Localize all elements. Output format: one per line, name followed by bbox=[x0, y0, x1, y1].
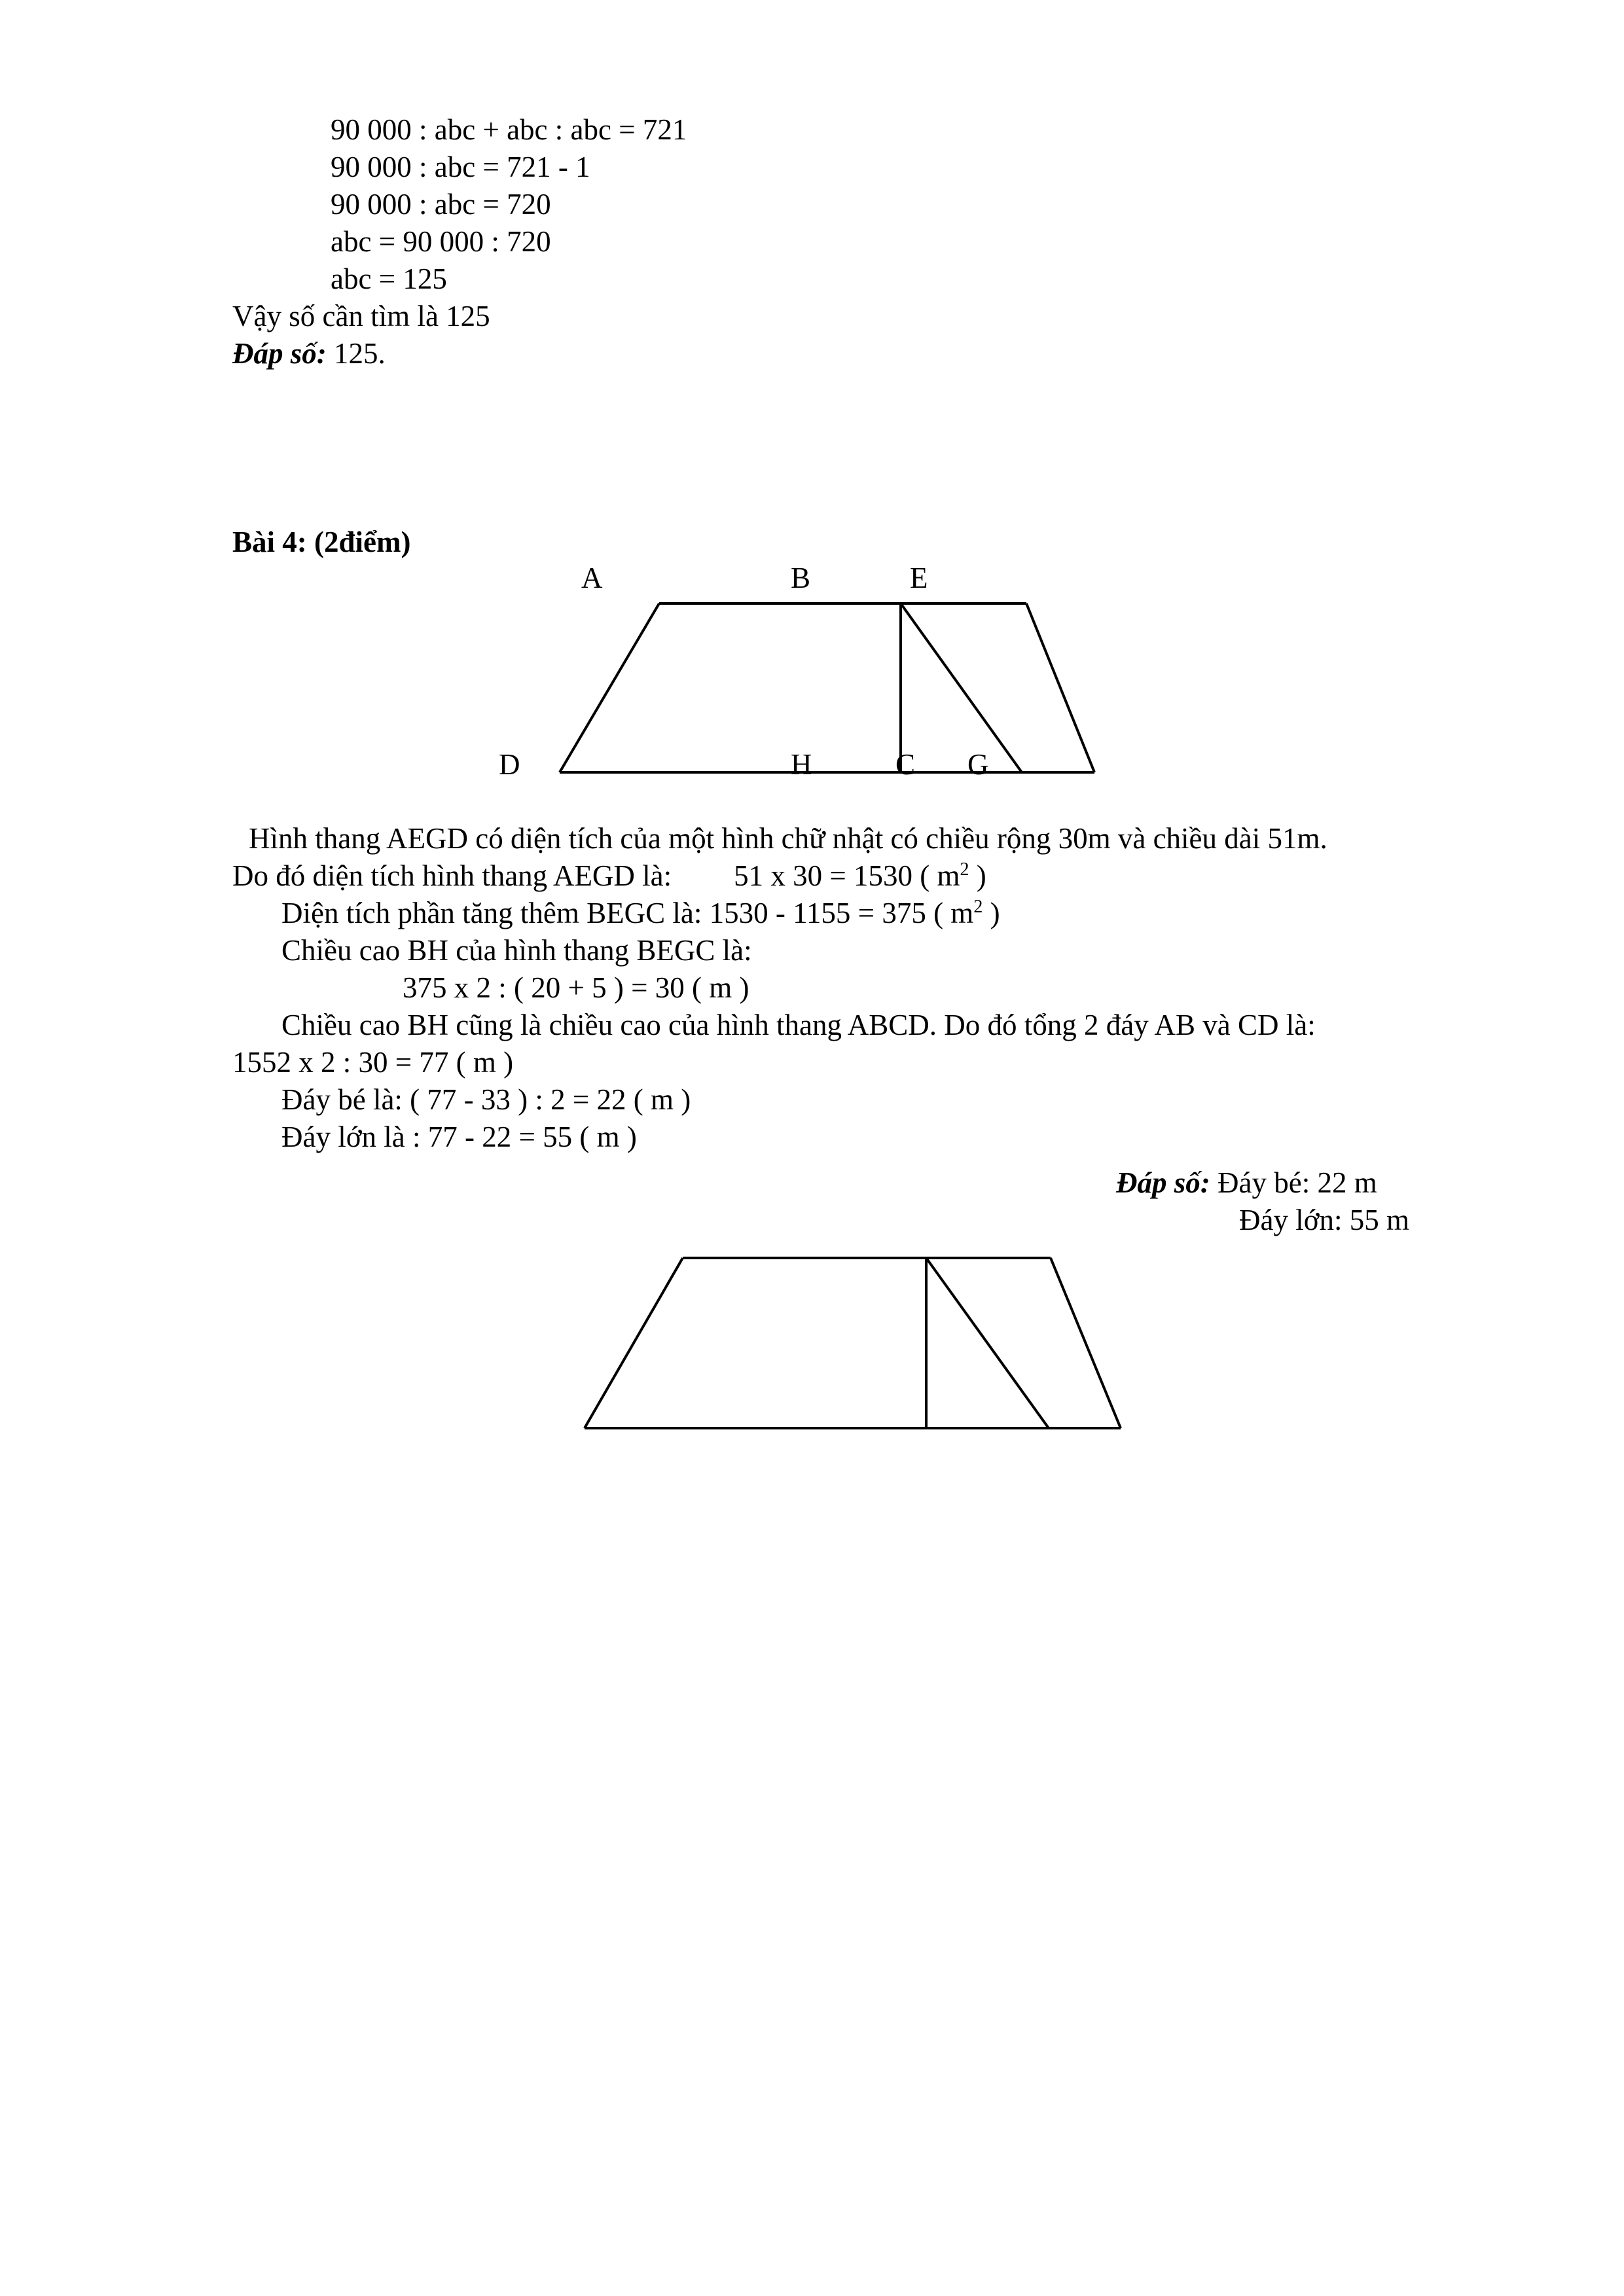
solution-line-5: 375 x 2 : ( 20 + 5 ) = 30 ( m ) bbox=[403, 971, 749, 1004]
problem-title: Bài 4: (2điểm) bbox=[232, 526, 411, 558]
solution-line-4: Chiều cao BH của hình thang BEGC là: bbox=[281, 934, 752, 967]
final-answer-line-2: Đáy lớn: 55 m bbox=[1239, 1204, 1410, 1236]
right-edge-2 bbox=[1051, 1258, 1121, 1428]
step-4: abc = 90 000 : 720 bbox=[331, 225, 551, 258]
solution-line-8: Đáy bé là: ( 77 - 33 ) : 2 = 22 ( m ) bbox=[281, 1083, 691, 1116]
step-2: 90 000 : abc = 721 - 1 bbox=[331, 151, 590, 183]
right-edge bbox=[1026, 603, 1094, 772]
diagonal-line bbox=[901, 603, 1022, 772]
step-1: 90 000 : abc + abc : abc = 721 bbox=[331, 113, 687, 146]
trapezoid-figure-plain bbox=[585, 1258, 1121, 1428]
left-edge-2 bbox=[585, 1258, 683, 1428]
label-G: G bbox=[967, 748, 989, 781]
label-A: A bbox=[581, 562, 603, 594]
solution-line-1: Hình thang AEGD có diện tích của một hình chữ nhật có chiều rộng 30m và chiều dài 51m. bbox=[249, 822, 1327, 855]
trapezoid-figure-labeled bbox=[560, 603, 1094, 772]
diagonal-line-2 bbox=[926, 1258, 1049, 1428]
close-paren-2: ) bbox=[983, 897, 1000, 929]
superscript-2: 2 bbox=[960, 859, 969, 880]
superscript-2b: 2 bbox=[973, 897, 983, 917]
label-B: B bbox=[791, 562, 811, 594]
label-H: H bbox=[791, 748, 812, 781]
solution-line-7: 1552 x 2 : 30 = 77 ( m ) bbox=[232, 1046, 514, 1079]
final-answer-line-1 bbox=[1116, 1164, 1377, 1201]
label-E: E bbox=[910, 562, 928, 594]
label-D: D bbox=[499, 748, 520, 781]
answer-value: 125. bbox=[326, 337, 386, 370]
close-paren: ) bbox=[969, 859, 986, 892]
step-3: 90 000 : abc = 720 bbox=[331, 188, 551, 221]
final-answer-small-base: Đáy bé: 22 m bbox=[1210, 1166, 1377, 1199]
solution-line-9: Đáy lớn là : 77 - 22 = 55 ( m ) bbox=[281, 1121, 637, 1153]
answer-label: Đáp số: bbox=[232, 337, 327, 370]
step-5: abc = 125 bbox=[331, 262, 447, 295]
conclusion: Vậy số cần tìm là 125 bbox=[232, 300, 490, 332]
left-edge bbox=[560, 603, 659, 772]
solution-line-2-a: Do đó diện tích hình thang AEGD là: bbox=[232, 859, 672, 892]
solution-line-3 bbox=[281, 895, 1000, 931]
solution-line-2 bbox=[232, 857, 986, 894]
solution-line-2-b: 51 x 30 = 1530 ( m bbox=[734, 859, 960, 892]
solution-line-6: Chiều cao BH cũng là chiều cao của hình thang ABCD. Do đó tổng 2 đáy AB và CD là: bbox=[281, 1009, 1316, 1041]
label-C: C bbox=[895, 748, 916, 781]
solution-line-3-a: Diện tích phần tăng thêm BEGC là: 1530 - 1155 = 375 ( m bbox=[281, 897, 974, 929]
final-answer-label: Đáp số: bbox=[1116, 1166, 1210, 1199]
